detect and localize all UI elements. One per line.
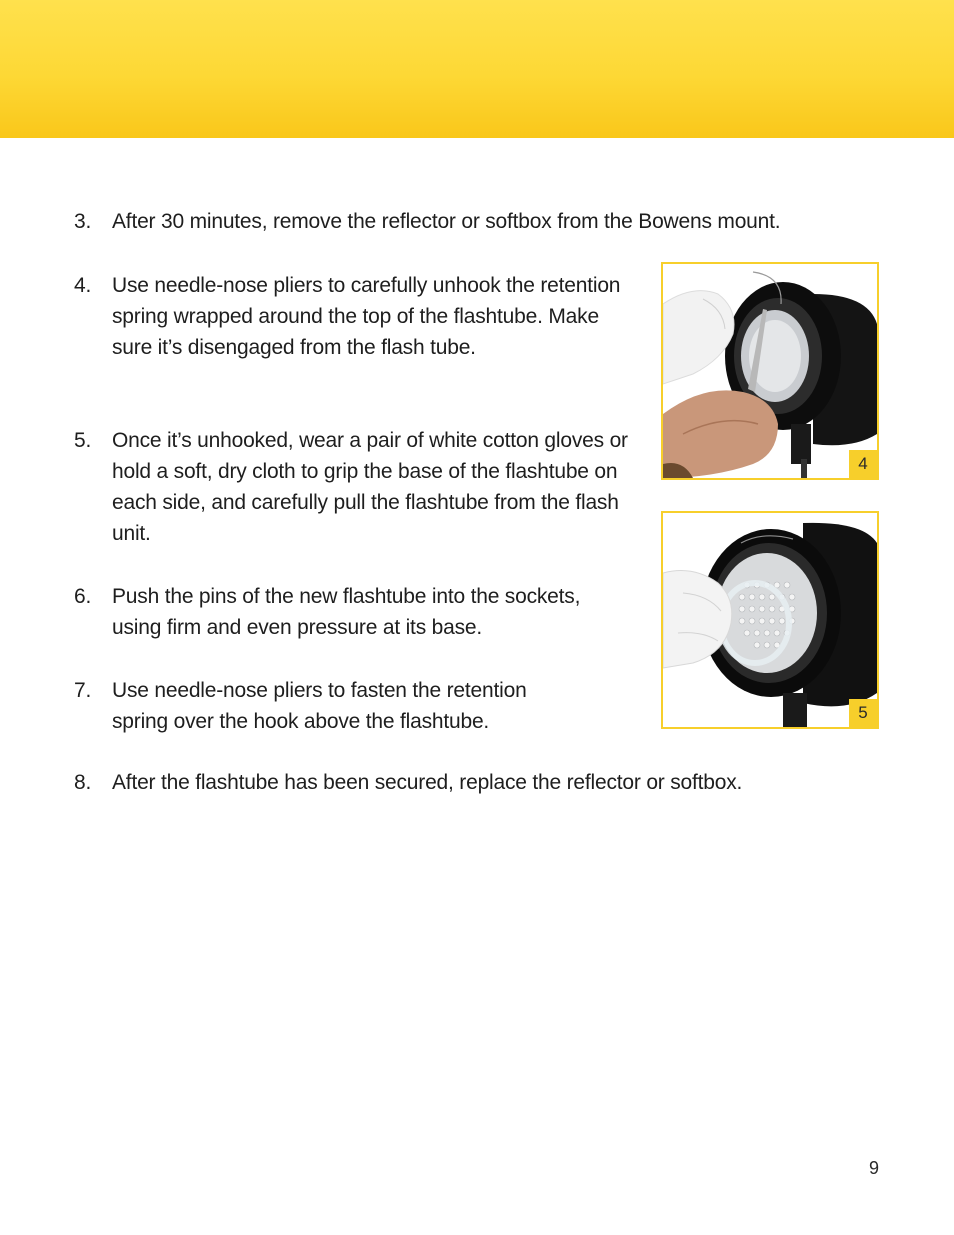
- step-number: 7.: [74, 679, 92, 702]
- step-4: [74, 270, 634, 363]
- flash-unit-gloves-photo: [663, 513, 877, 727]
- step-number: 5.: [74, 429, 92, 452]
- figure-4: [661, 262, 879, 480]
- figure-label: 5: [849, 699, 877, 727]
- step-5: [74, 425, 634, 549]
- step-text: Use needle-nose pliers to carefully unhook the retention spring wrapped around the top of the flashtube. Make sure it’s disengaged from the flash tube.: [112, 274, 621, 359]
- step-number: 6.: [74, 585, 92, 608]
- step-8: [74, 767, 874, 798]
- step-text: Once it’s unhooked, wear a pair of white cotton gloves or hold a soft, dry cloth to grip the base of the flashtube on each side, and carefully pull the flashtube from the flash unit.: [112, 429, 628, 545]
- header-band: [0, 0, 954, 138]
- step-text: Use needle-nose pliers to fasten the retention spring over the hook above the flashtube.: [112, 679, 527, 733]
- step-6: [74, 581, 634, 643]
- step-number: 4.: [74, 274, 92, 297]
- step-number: 8.: [74, 771, 92, 794]
- figure-5: [661, 511, 879, 729]
- step-3: [74, 206, 874, 237]
- step-number: 3.: [74, 210, 92, 233]
- figure-label: 4: [849, 450, 877, 478]
- step-7: [74, 675, 574, 737]
- page-number: 9: [868, 1158, 879, 1178]
- step-text: Push the pins of the new flashtube into the sockets, using firm and even pressure at its base.: [112, 585, 581, 639]
- step-text: After 30 minutes, remove the reflector or softbox from the Bowens mount.: [112, 210, 781, 233]
- flash-unit-pliers-photo: [663, 264, 877, 478]
- step-text: After the flashtube has been secured, replace the reflector or softbox.: [112, 771, 743, 794]
